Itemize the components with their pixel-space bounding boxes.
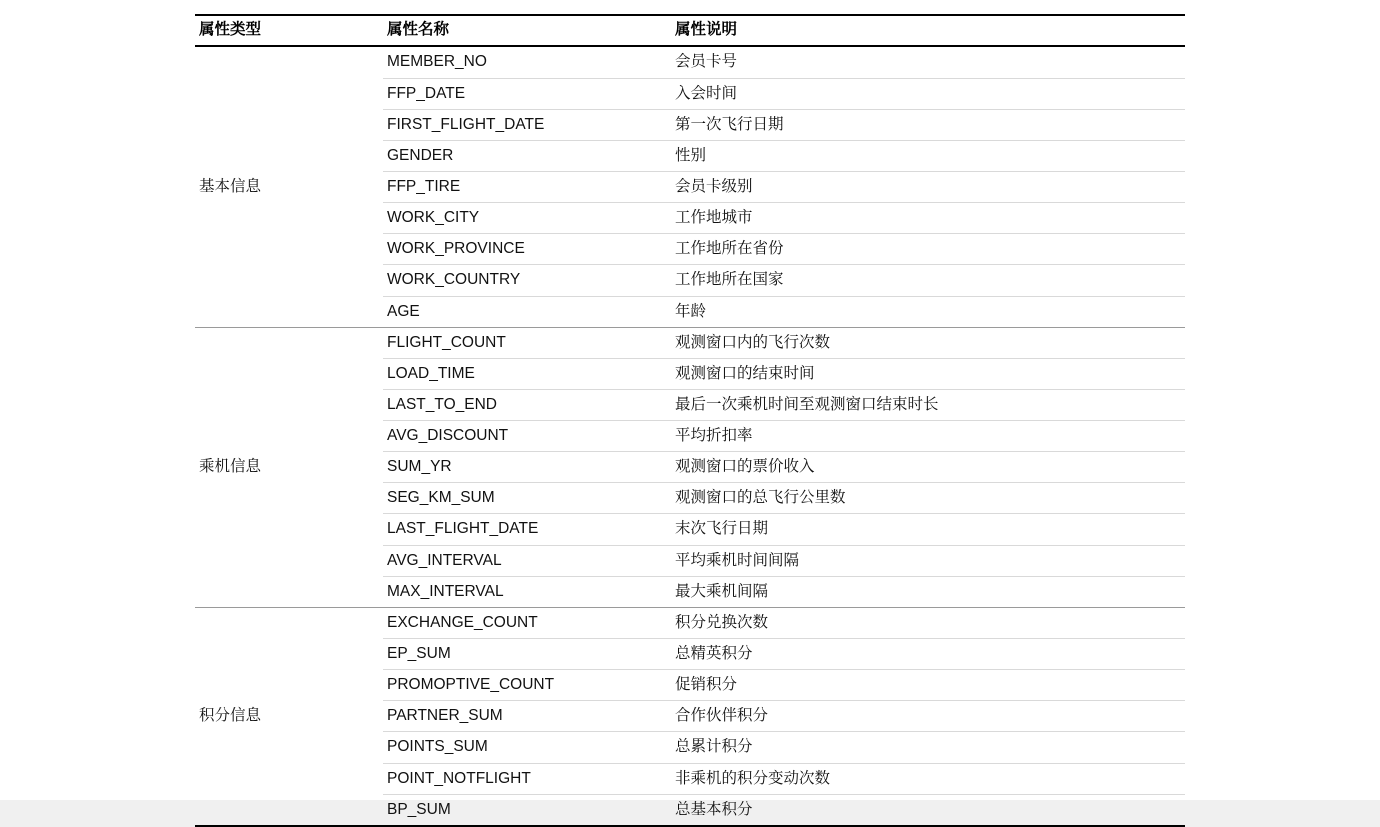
attribute-desc-cell: 促销积分 [671,670,1185,701]
column-header-name: 属性名称 [383,15,671,46]
table-header-row [195,15,1185,46]
attribute-name-cell: WORK_COUNTRY [383,265,671,296]
column-header-type: 属性类型 [195,15,383,46]
attribute-name-cell: WORK_CITY [383,203,671,234]
attribute-name-cell: SUM_YR [383,452,671,483]
attribute-desc-cell: 工作地城市 [671,203,1185,234]
attribute-desc-cell: 年龄 [671,296,1185,327]
attribute-desc-cell: 观测窗口内的飞行次数 [671,327,1185,358]
attribute-name-cell: PARTNER_SUM [383,701,671,732]
attribute-desc-cell: 合作伙伴积分 [671,701,1185,732]
attribute-table [195,14,1185,827]
attribute-name-cell: LOAD_TIME [383,358,671,389]
attribute-name-cell: PROMOPTIVE_COUNT [383,670,671,701]
attribute-name-cell: EXCHANGE_COUNT [383,607,671,638]
attribute-name-cell: LAST_TO_END [383,389,671,420]
attribute-name-cell: LAST_FLIGHT_DATE [383,514,671,545]
table-row [195,607,1185,638]
attribute-name-cell: POINTS_SUM [383,732,671,763]
attribute-desc-cell: 非乘机的积分变动次数 [671,763,1185,794]
attribute-type-cell: 乘机信息 [195,327,383,607]
attribute-type-cell: 积分信息 [195,607,383,825]
column-header-desc: 属性说明 [671,15,1185,46]
attribute-name-cell: MEMBER_NO [383,46,671,78]
attribute-desc-cell: 观测窗口的结束时间 [671,358,1185,389]
attribute-name-cell: FIRST_FLIGHT_DATE [383,109,671,140]
table-row [195,46,1185,78]
attribute-desc-cell: 平均折扣率 [671,421,1185,452]
attribute-desc-cell: 末次飞行日期 [671,514,1185,545]
table-row [195,327,1185,358]
attribute-name-cell: POINT_NOTFLIGHT [383,763,671,794]
attribute-desc-cell: 观测窗口的总飞行公里数 [671,483,1185,514]
attribute-name-cell: MAX_INTERVAL [383,576,671,607]
attribute-desc-cell: 总累计积分 [671,732,1185,763]
attribute-name-cell: AVG_DISCOUNT [383,421,671,452]
attribute-name-cell: FLIGHT_COUNT [383,327,671,358]
attribute-name-cell: GENDER [383,140,671,171]
attribute-desc-cell: 平均乘机时间间隔 [671,545,1185,576]
attribute-desc-cell: 最后一次乘机时间至观测窗口结束时长 [671,389,1185,420]
attribute-desc-cell: 工作地所在省份 [671,234,1185,265]
attribute-name-cell: EP_SUM [383,639,671,670]
attribute-name-cell: BP_SUM [383,794,671,826]
attribute-desc-cell: 入会时间 [671,78,1185,109]
attribute-desc-cell: 会员卡号 [671,46,1185,78]
attribute-desc-cell: 总基本积分 [671,794,1185,826]
attribute-desc-cell: 会员卡级别 [671,171,1185,202]
attribute-name-cell: AGE [383,296,671,327]
attribute-desc-cell: 观测窗口的票价收入 [671,452,1185,483]
attribute-name-cell: FFP_TIRE [383,171,671,202]
attribute-desc-cell: 积分兑换次数 [671,607,1185,638]
attribute-type-cell: 基本信息 [195,46,383,327]
attribute-name-cell: WORK_PROVINCE [383,234,671,265]
table-header [195,15,1185,46]
table-body [195,46,1185,826]
attribute-desc-cell: 最大乘机间隔 [671,576,1185,607]
attribute-desc-cell: 性别 [671,140,1185,171]
attribute-name-cell: SEG_KM_SUM [383,483,671,514]
attribute-desc-cell: 第一次飞行日期 [671,109,1185,140]
attribute-desc-cell: 工作地所在国家 [671,265,1185,296]
attribute-name-cell: AVG_INTERVAL [383,545,671,576]
attribute-table-container [195,14,1185,827]
attribute-name-cell: FFP_DATE [383,78,671,109]
attribute-desc-cell: 总精英积分 [671,639,1185,670]
